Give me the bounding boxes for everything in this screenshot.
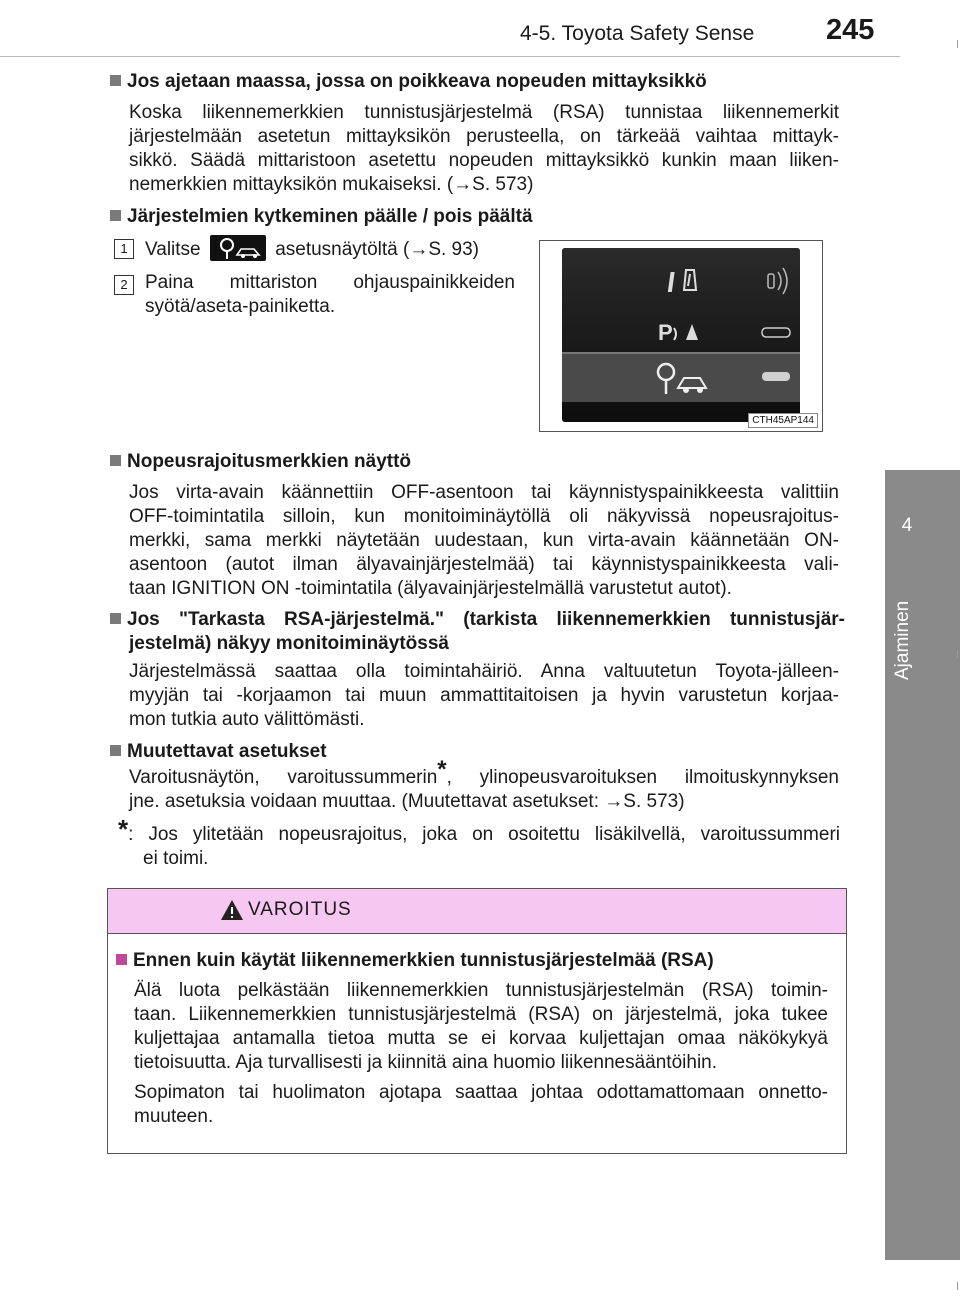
page-number: 245: [826, 14, 875, 46]
bullet-square: [110, 455, 121, 466]
header-rule: [0, 56, 900, 57]
figure-code: CTH45AP144: [748, 413, 818, 428]
multi-information-display: [562, 248, 800, 422]
bullet-square: [110, 75, 121, 86]
running-header-section: 4-5. Toyota Safety Sense: [520, 22, 755, 45]
bullet-square: [110, 613, 121, 624]
step-2-text: Paina mittariston ohjauspainikkeiden syötä/aseta-painiketta.: [145, 272, 515, 317]
warning-header: [108, 889, 846, 934]
section-body-speed-sign: Jos virta-avain käännettiin OFF-asentoon tai käynnistyspainikkeesta valittiin OFF-toimintatila silloin, kun monitoiminäytöllä oli näkyvissä nopeusrajoitus- merkki, sama merkki näytetään uudestaan, kun virta-avain käännetään ON- asentoon (autot ilman älyavainjärjestelmää) tai käynnistyspainikkeesta vali- taan IGNITION ON -toimintatila (älyavainjärjestelmällä varustetut autot).: [129, 482, 839, 599]
section-heading-settings: Muutettavat asetukset: [110, 740, 327, 764]
chapter-tab-block: [885, 600, 960, 1260]
section-body-unit: Koska liikennemerkkien tunnistusjärjestelmä (RSA) tunnistaa liikennemerkit järjestelmään asetetun mittayksikön perusteella, on tärkeää vaihtaa mittayk- sikkö. Säädä mittaristoon asetettu nopeuden mittayksikkö kunkin maan liiken- nemerkkien mittayksikön mukaiseksi. (→S. 573): [129, 102, 839, 195]
section-body-settings: Varoitusnäytön, varoitussummerin*, ylinopeusvaroituksen ilmoituskynnyksen jne. asetuksia voidaan muuttaa. (Muutettavat asetukset: →S. 573): [129, 756, 840, 812]
bullet-square: [110, 745, 121, 756]
section-heading-check-rsa: Jos "Tarkasta RSA-järjestelmä." (tarkista liikennemerkkien tunnistusjär- jestelmä) näkyy monitoiminäytössä: [110, 608, 845, 656]
crop-mark: [957, 40, 958, 48]
section-heading-toggle: Järjestelmien kytkeminen päälle / pois päältä: [110, 205, 533, 229]
bullet-square: [116, 954, 127, 965]
warning-triangle-icon: [220, 898, 244, 922]
warning-paragraph-1: Älä luota pelkästään liikennemerkkien tunnistusjärjestelmän (RSA) toimin- taan. Liikennemerkkien tunnistusjärjestelmä (RSA) on järjestelmä, joka tukee kuljettajaa antamalla tietoa mutta se ei korvaa kuljettajan omaa näkökykyä tietoisuutta. Aja turvallisesti ja kiinnitä aina huomio liikennesääntöihin.: [134, 980, 828, 1073]
toggle-on-indicator: [762, 372, 790, 381]
step-1-text: Valitse asetusnäytöltä (→S. 93): [145, 235, 479, 262]
warning-heading: Ennen kuin käytät liikennemerkkien tunnistusjärjestelmää (RSA): [116, 949, 714, 973]
step-number-2: 2: [114, 275, 134, 295]
section-body-check-rsa: Järjestelmässä saattaa olla toimintahäiriö. Anna valtuutetun Toyota-jälleen- myyjän tai -korjaamon tai muun ammattitaitoisen ja hyvin varustetun korjaa- mon tutkia auto välittömästi.: [129, 661, 839, 730]
step-number-1: 1: [114, 239, 134, 259]
svg-text:P: P: [658, 320, 673, 345]
chapter-title: Ajaminen: [892, 600, 913, 680]
settings-display-figure: [539, 240, 823, 432]
warning-title: VAROITUS: [248, 899, 352, 920]
warning-box: [107, 888, 847, 1154]
crop-mark: [957, 650, 958, 658]
chapter-number: 4: [901, 515, 913, 536]
footnote: *: Jos ylitetään nopeusrajoitus, joka on osoitettu lisäkilvellä, varoitussummeri ei toimi.: [118, 814, 840, 869]
section-heading-unit: Jos ajetaan maassa, jossa on poikkeava nopeuden mittayksikkö: [110, 70, 707, 94]
rsa-settings-icon: [210, 235, 266, 261]
bullet-square: [110, 210, 121, 221]
crop-mark: [957, 1282, 958, 1290]
section-heading-speed-sign: Nopeusrajoitusmerkkien näyttö: [110, 450, 411, 474]
warning-paragraph-2: Sopimaton tai huolimaton ajotapa saattaa johtaa odottamattomaan onnetto- muuteen.: [134, 1082, 828, 1127]
